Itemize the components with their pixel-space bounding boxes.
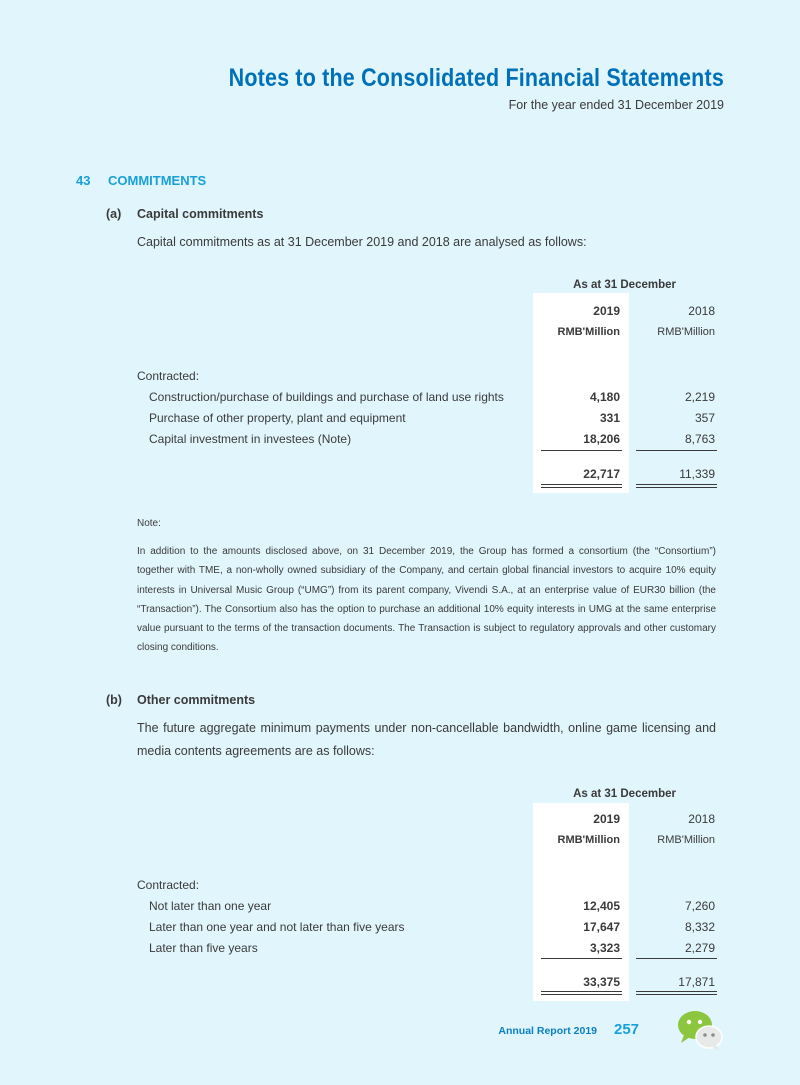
footer-report-title: Annual Report 2019 — [498, 1025, 597, 1037]
subsection-a-title: Capital commitments — [137, 207, 264, 221]
page-title: Notes to the Consolidated Financial Statements — [228, 64, 724, 92]
wechat-logo-icon — [676, 1008, 724, 1052]
total-double-rule-2019 — [541, 484, 622, 488]
column-header-2019: 2019 — [593, 304, 620, 318]
note-heading: Note: — [137, 518, 161, 529]
unit-header-2018: RMB'Million — [657, 834, 715, 846]
table-cell-2018: 357 — [694, 411, 715, 425]
table-cell-2019: 17,647 — [583, 920, 620, 934]
table-row-label: Later than one year and not later than five years — [149, 920, 405, 934]
table-cell-2018: 8,332 — [684, 920, 715, 934]
table-cell-2018: 2,279 — [684, 941, 715, 955]
column-header-2018: 2018 — [688, 812, 715, 826]
column-header-2019: 2019 — [593, 812, 620, 826]
contracted-label: Contracted: — [137, 878, 200, 892]
subtotal-rule-2018 — [636, 958, 717, 959]
unit-header-2018: RMB'Million — [657, 326, 715, 338]
note-text: In addition to the amounts disclosed above, on 31 December 2019, the Group has formed a consortium (the “Consortium”) together with TME, a non-wholly owned subsidiary of the Company, and certain global financial investors to acquire 10% equity interests in Universal Music Group (“UMG”) from its parent company, Vivendi S.A., at an enterprise value of EUR30 billion (the “Transaction”). The Consortium also has the option to purchase an additional 10% equity interests in UMG at the same enterprise value pursuant to the terms of the transaction documents. The Transaction is subject to regulatory approvals and other customary closing conditions. — [137, 546, 716, 654]
subsection-a-label: (a) — [106, 207, 122, 221]
table-cell-2018: 8,763 — [684, 432, 715, 446]
table-cell-2019: 4,180 — [589, 390, 620, 404]
table-cell-2019: 12,405 — [583, 899, 620, 913]
subtotal-rule-2019 — [541, 450, 622, 451]
contracted-label: Contracted: — [137, 369, 200, 383]
unit-header-2019: RMB'Million — [557, 326, 620, 338]
subtotal-rule-2019 — [541, 958, 622, 959]
table-cell-2019: 18,206 — [583, 432, 620, 446]
total-2018: 11,339 — [679, 467, 715, 481]
total-2019: 22,717 — [583, 467, 620, 481]
capital-intro: Capital commitments as at 31 December 2019 and 2018 are analysed as follows: — [137, 235, 587, 249]
total-double-rule-2018 — [636, 484, 717, 488]
table-row-label: Not later than one year — [149, 899, 272, 913]
subtotal-rule-2018 — [636, 450, 717, 451]
other-intro: The future aggregate minimum payments under non-cancellable bandwidth, online game licensing and media contents agreements are as follows: — [137, 721, 716, 758]
table-row-label: Later than five years — [149, 941, 258, 955]
column-header-2018: 2018 — [688, 304, 715, 318]
total-double-rule-2019 — [541, 991, 622, 995]
table-cell-2019: 3,323 — [589, 941, 620, 955]
page-subtitle: For the year ended 31 December 2019 — [508, 98, 724, 112]
as-at-header: As at 31 December — [573, 788, 676, 800]
total-2019: 33,375 — [583, 975, 620, 989]
subsection-b-label: (b) — [106, 693, 122, 707]
total-2018: 17,871 — [678, 975, 715, 989]
table-row-label: Purchase of other property, plant and equipment — [149, 411, 406, 425]
table-cell-2018: 2,219 — [684, 390, 715, 404]
table-row-label: Construction/purchase of buildings and purchase of land use rights — [149, 390, 504, 404]
table-cell-2019: 331 — [599, 411, 620, 425]
section-title: COMMITMENTS — [108, 173, 207, 188]
table-cell-2018: 7,260 — [684, 899, 715, 913]
unit-header-2019: RMB'Million — [557, 834, 620, 846]
subsection-b-title: Other commitments — [137, 693, 256, 707]
table-row-label: Capital investment in investees (Note) — [149, 432, 352, 446]
total-double-rule-2018 — [636, 991, 717, 995]
section-number: 43 — [76, 173, 91, 188]
as-at-header: As at 31 December — [573, 279, 676, 291]
page-number: 257 — [614, 1021, 640, 1038]
